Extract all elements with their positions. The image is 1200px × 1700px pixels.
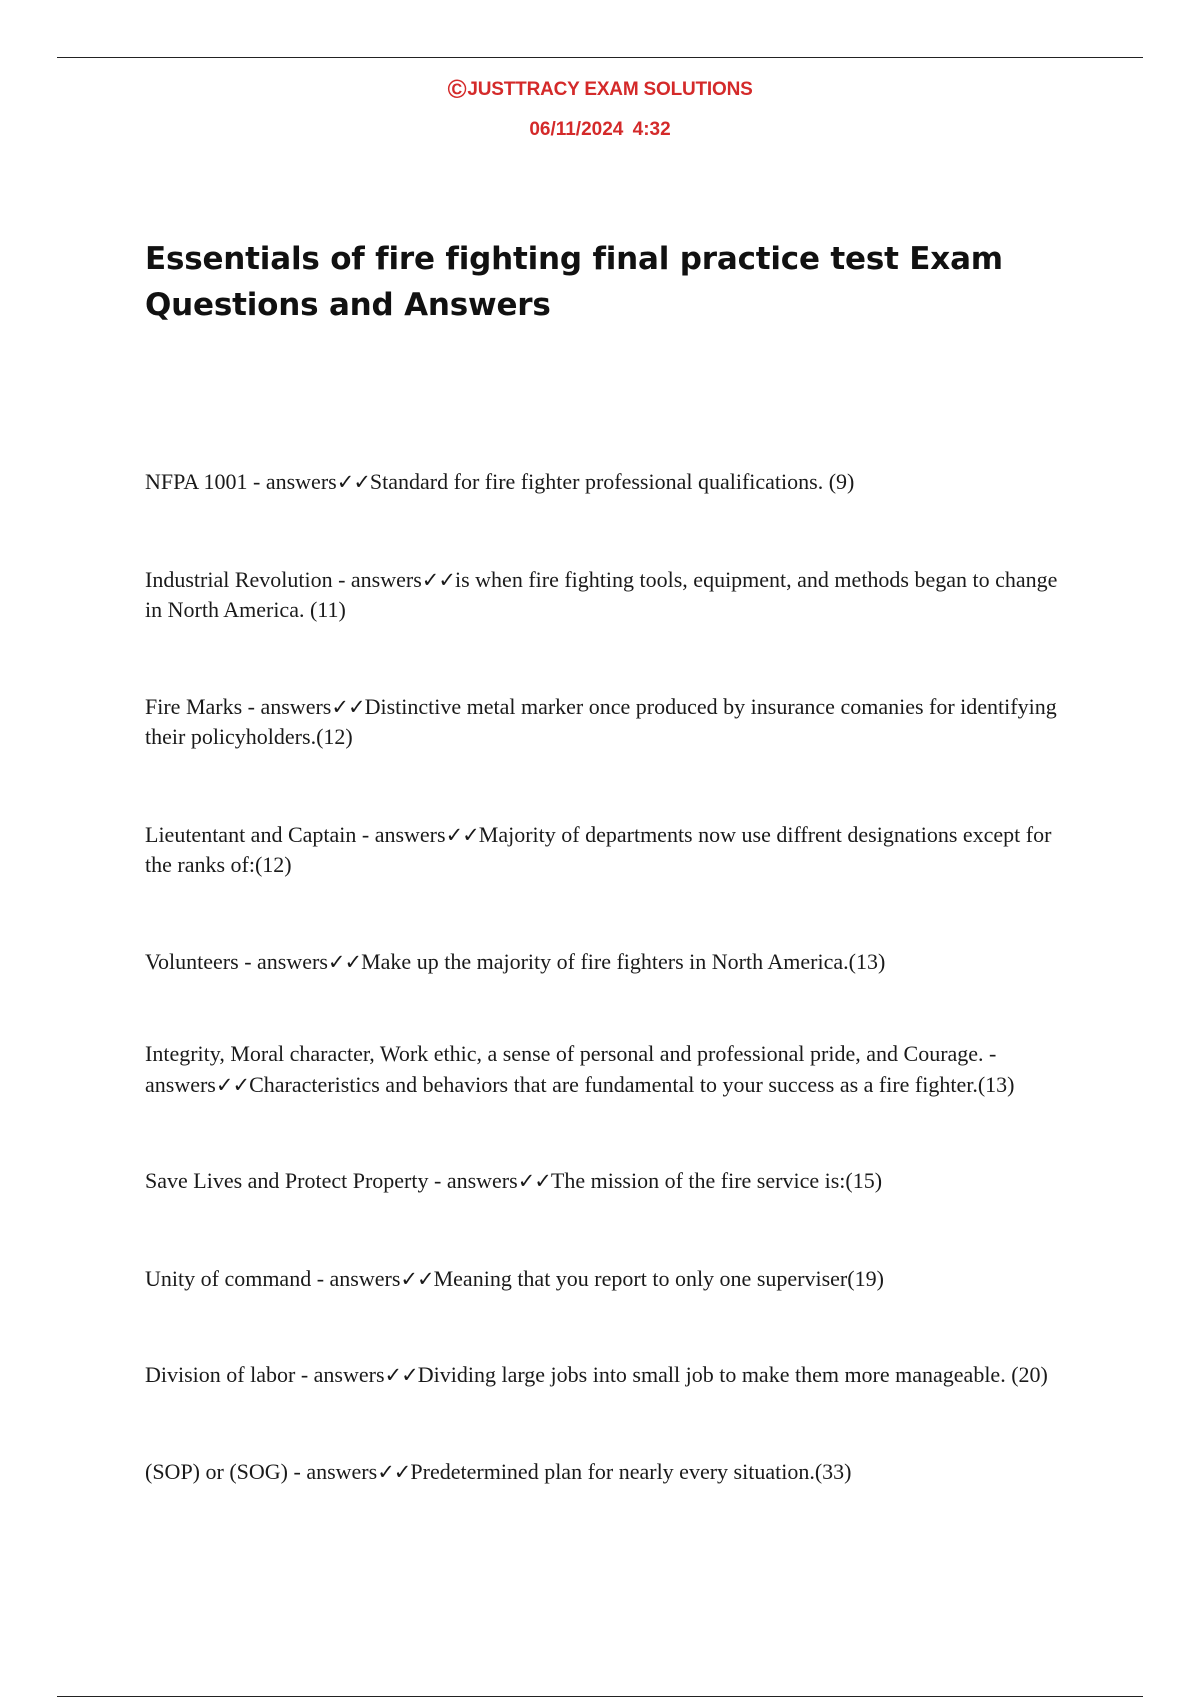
top-rule xyxy=(57,57,1143,58)
qa-separator: - answers xyxy=(295,1362,385,1387)
checkmark-icon: ✓✓ xyxy=(336,470,370,494)
qa-item xyxy=(145,467,1065,498)
checkmark-icon: ✓✓ xyxy=(400,1266,434,1291)
qa-separator: - answers xyxy=(247,469,337,494)
brand-watermark xyxy=(0,72,1200,107)
checkmark-icon: ✓✓ xyxy=(331,694,365,719)
checkmark-icon: ✓✓ xyxy=(421,567,455,592)
brand-name: JUSTTRACY EXAM SOLUTIONS xyxy=(467,79,753,100)
qa-answer: is when fire fighting tools, equipment, and methods began to change in North America. (11) xyxy=(145,566,1058,622)
qa-item xyxy=(145,692,1065,753)
qa-item xyxy=(145,565,1065,626)
qa-answer: The mission of the fire service is:(15) xyxy=(550,1168,883,1193)
document-title: Essentials of fire fighting final practice test Exam Questions and Answers xyxy=(145,241,1003,323)
qa-term: Volunteers xyxy=(145,948,239,974)
qa-answer: Meaning that you report to only one superviser(19) xyxy=(433,1265,884,1291)
qa-item xyxy=(145,1166,1065,1197)
qa-term: NFPA 1001 xyxy=(145,469,248,494)
checkmark-icon: ✓✓ xyxy=(384,1363,418,1387)
qa-term: Unity of command xyxy=(145,1265,312,1291)
qa-item xyxy=(145,820,1065,881)
qa-term: (SOP) or (SOG) xyxy=(145,1458,288,1484)
qa-term: Save Lives and Protect Property xyxy=(145,1168,429,1193)
qa-term: Integrity, Moral character, Work ethic, a sense of personal and professional pride, and Courage. xyxy=(145,1041,984,1066)
page-header xyxy=(0,72,1200,142)
qa-item xyxy=(145,1360,1065,1391)
qa-term: Division of labor xyxy=(145,1362,296,1387)
qa-answer: Majority of departments now use diffrent designations except for the ranks of:(12) xyxy=(145,821,1052,877)
qa-separator: - answers xyxy=(332,566,422,592)
qa-term: Fire Marks xyxy=(145,693,243,719)
qa-separator: - answers xyxy=(288,1458,378,1484)
bottom-rule xyxy=(57,1696,1143,1697)
qa-item xyxy=(145,1457,1065,1488)
qa-item xyxy=(145,1039,1065,1100)
qa-term: Lieutentant and Captain xyxy=(145,821,357,847)
checkmark-icon: ✓✓ xyxy=(215,1072,250,1097)
copyright-icon: © xyxy=(447,74,467,104)
checkmark-icon: ✓✓ xyxy=(445,822,479,847)
checkmark-icon: ✓✓ xyxy=(327,949,362,974)
qa-separator: - answers xyxy=(428,1168,518,1193)
qa-item xyxy=(145,1264,1065,1295)
qa-separator: - answers xyxy=(356,821,446,847)
qa-item xyxy=(145,947,1065,978)
qa-answer: Predetermined plan for nearly every situation.(33) xyxy=(410,1458,852,1484)
qa-answer: Make up the majority of fire fighters in North America.(13) xyxy=(361,948,886,974)
qa-term: Industrial Revolution xyxy=(145,566,333,592)
qa-answer: Standard for fire fighter professional qualifications. (9) xyxy=(369,469,855,494)
qa-answer: Characteristics and behaviors that are fundamental to your success as a fire fighter.(13) xyxy=(249,1071,1015,1097)
qa-separator: - answers xyxy=(242,693,332,719)
qa-separator: - answers xyxy=(311,1265,401,1291)
checkmark-icon: ✓✓ xyxy=(377,1459,411,1484)
qa-answer: Dividing large jobs into small job to make them more manageable. (20) xyxy=(417,1362,1048,1387)
timestamp: 06/11/2024 4:32 xyxy=(529,119,671,140)
qa-answer: Distinctive metal marker once produced by insurance comanies for identifying their policyholders.(12) xyxy=(145,693,1057,749)
checkmark-icon: ✓✓ xyxy=(517,1169,551,1193)
qa-separator: - answers xyxy=(238,948,328,974)
qa-separator: - answers xyxy=(145,1041,997,1097)
qa-list xyxy=(145,467,1065,1487)
